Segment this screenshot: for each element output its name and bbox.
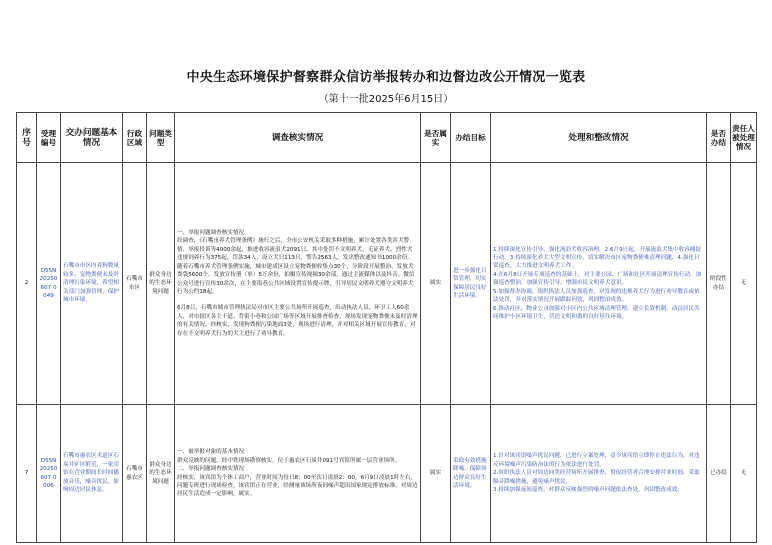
table-row: [17, 405, 757, 543]
header-investigation: 调查核实情况: [175, 113, 421, 163]
header-case-no: 受理编号: [37, 113, 61, 163]
handling-line: 4.在6月8日开展专项巡查的基础上，对主要公园、广场和社区开展清理宣传行动，加强巡查整治，加强宣传引导，增强市民文明养犬意识。: [493, 271, 702, 287]
header-problem: 交办问题基本情况: [61, 113, 123, 163]
investigation-line: 一、举报问题调查核实情况: [177, 230, 245, 237]
investigation-line: 经核实，该宾馆为个体工商户，营业时间为每日8：00至次日凌晨2：00。6月9日凌晨1时左右，问题专班进行现场检查，该宾馆正在营业，经测量该场所夜间噪声超出国家规定排放标准，对周边居民生活造成一定影响，属实。: [177, 474, 418, 498]
cell-goal: 进一步强化日常管理，切实保障居民良好生活环境。: [451, 163, 491, 405]
handling-line: 2.组织执法人员对周边同类经营场所开展排查，督促经营者合理安排营业时间，采取隔音降噪措施，避免噪声扰民。: [493, 470, 700, 485]
investigation-line: 一、被举报对象的基本情况: [177, 449, 245, 456]
handling-line: 5.加强督办协调，组织执法人员加强巡查，对发现的违规养犬行为进行劝导教育或依法处罚，并对落实情况开展跟踪问效，巩固整治成效。: [493, 288, 700, 304]
cell-accountability: 无: [731, 163, 757, 405]
investigation-line: 二、举报问题调查核实情况: [177, 466, 245, 473]
cell-type: 群众身边的生态环境问题: [147, 405, 175, 543]
cell-goal: 采取有效措施降噪，保障周边群众良好生活环境。: [451, 405, 491, 543]
header-closed: 是否办结: [707, 113, 731, 163]
cell-handling: [491, 163, 707, 405]
petition-table: [16, 112, 757, 543]
investigation-line: 随着石嘴市养犬管理条例实施，城市建成区设立宠物粪便收集点30个，分阶段开展整治，发放犬粪袋5600个。发放宣传册（单）5万余份，拍摄宣传视频30余部，通过主流媒体以及抖音、微信公众号进行宣传30余次，在主要街巷公共区域设置宣传提示牌，引导居民文明养犬遵守文明养犬行为公约18起。: [177, 263, 415, 295]
cell-investigation: [175, 405, 421, 543]
handling-line: 1.持续深化宣传引导、强化流浪犬收容治理，2.6月9日起，开展流浪犬集中收容捕捉行动，3.持续深化养犬大型文明宣传，切实解决市区宠物粪便难清理问题，4.强化日常巡查，大力推进文明养犬工作。: [493, 246, 701, 270]
investigation-line: 6月8日，石嘴市城市管理执法局对市区主要公共场所开展巡查，出动执法人员、环卫工人60余人，对市辖区各主干道、背街小巷和公园广场等区域开展排查检查，现场发现宠物粪便未及时清理的有关情况，经核实，发现狗粪便污染地面3处，现场进行清理，并对相关区域开展宣传教育，对存在不文明养犬行为的犬主进行了劝导教育。: [177, 305, 418, 337]
cell-closed: 阶段性办结: [707, 163, 731, 405]
cell-seq: 2: [17, 163, 37, 405]
cell-investigation: [175, 163, 421, 405]
handling-line: 3.持续加强夜间巡查，对群众反映强烈的噪声问题依法查处，巩固整改成效。: [493, 487, 683, 494]
table-row: [17, 163, 757, 405]
cell-seq: 7: [17, 405, 37, 543]
cell-handling: [491, 405, 707, 543]
cell-problem: 石嘴市惠农区夹道区石炭井矿区附近，一家宾馆在营业期间长时间播放音乐，噪音扰民，影响周边居民休息。: [61, 405, 123, 543]
header-row: [17, 113, 757, 163]
cell-type: 群众身边的生态环境问题: [147, 163, 175, 405]
header-handling: 处理和整改情况: [491, 113, 707, 163]
page-title: 中央生态环境保护督察群众信访举报转办和边督边改公开情况一览表: [186, 70, 586, 85]
header-seq: 序号: [17, 113, 37, 163]
cell-region: 石嘴市惠农区: [123, 405, 147, 543]
cell-problem: 石嘴市市区内养狗数量较多，宠物粪便未及时清理污染环境，希望相关部门加强管理，保护城市环境。: [61, 163, 123, 405]
header-goal: 办结目标: [451, 113, 491, 163]
cell-case-no: D5SN20250607 0049: [37, 163, 61, 405]
cell-verified: 属实: [421, 405, 451, 543]
cell-closed: 已办结: [707, 405, 731, 543]
cell-case-no: D5SN20250607 0006: [37, 405, 61, 543]
cell-accountability: 无: [731, 405, 757, 543]
header-accountability: 责任人被处理情况: [731, 113, 757, 163]
header-region: 行政区域: [123, 113, 147, 163]
handling-line: 6.推动社区、物业公司加强对小区内公共区域清理管理，建立长效机制，动员居民共同维护小区环境卫生，营造文明和谐的良好居住环境。: [493, 305, 700, 320]
cell-verified: 属实: [421, 163, 451, 405]
investigation-line: 经调查，《石嘴市养犬管理条例》施行之后，全市公安机关采取多种措施，累计处置各类涉犬警情、举报投诉等4000余起，推进收容流浪犬2091只，其中处罚不文明养犬、无证养犬、烈性犬违规饲养行为375起，罚款34人，设立犬只113只，警告2563人，发出整改通知书1000余份。: [177, 238, 413, 262]
page-subtitle: （第十一批2025年6月15日）: [318, 94, 454, 105]
investigation-line: 群众反映的问题，经中铁现场勘察核实，位于惠农区石炭井091号宾馆所属一层营业场所。: [177, 457, 401, 464]
header-type: 问题类型: [147, 113, 175, 163]
cell-region: 石嘴市市区: [123, 163, 147, 405]
handling-line: 1.针对该宾馆噪声扰民问题，已进行立案处理，责令该宾馆立即停止违法行为，对违反环境噪声污染防治法的行为依法进行处罚。: [493, 453, 700, 468]
header-verified: 是否属实: [421, 113, 451, 163]
